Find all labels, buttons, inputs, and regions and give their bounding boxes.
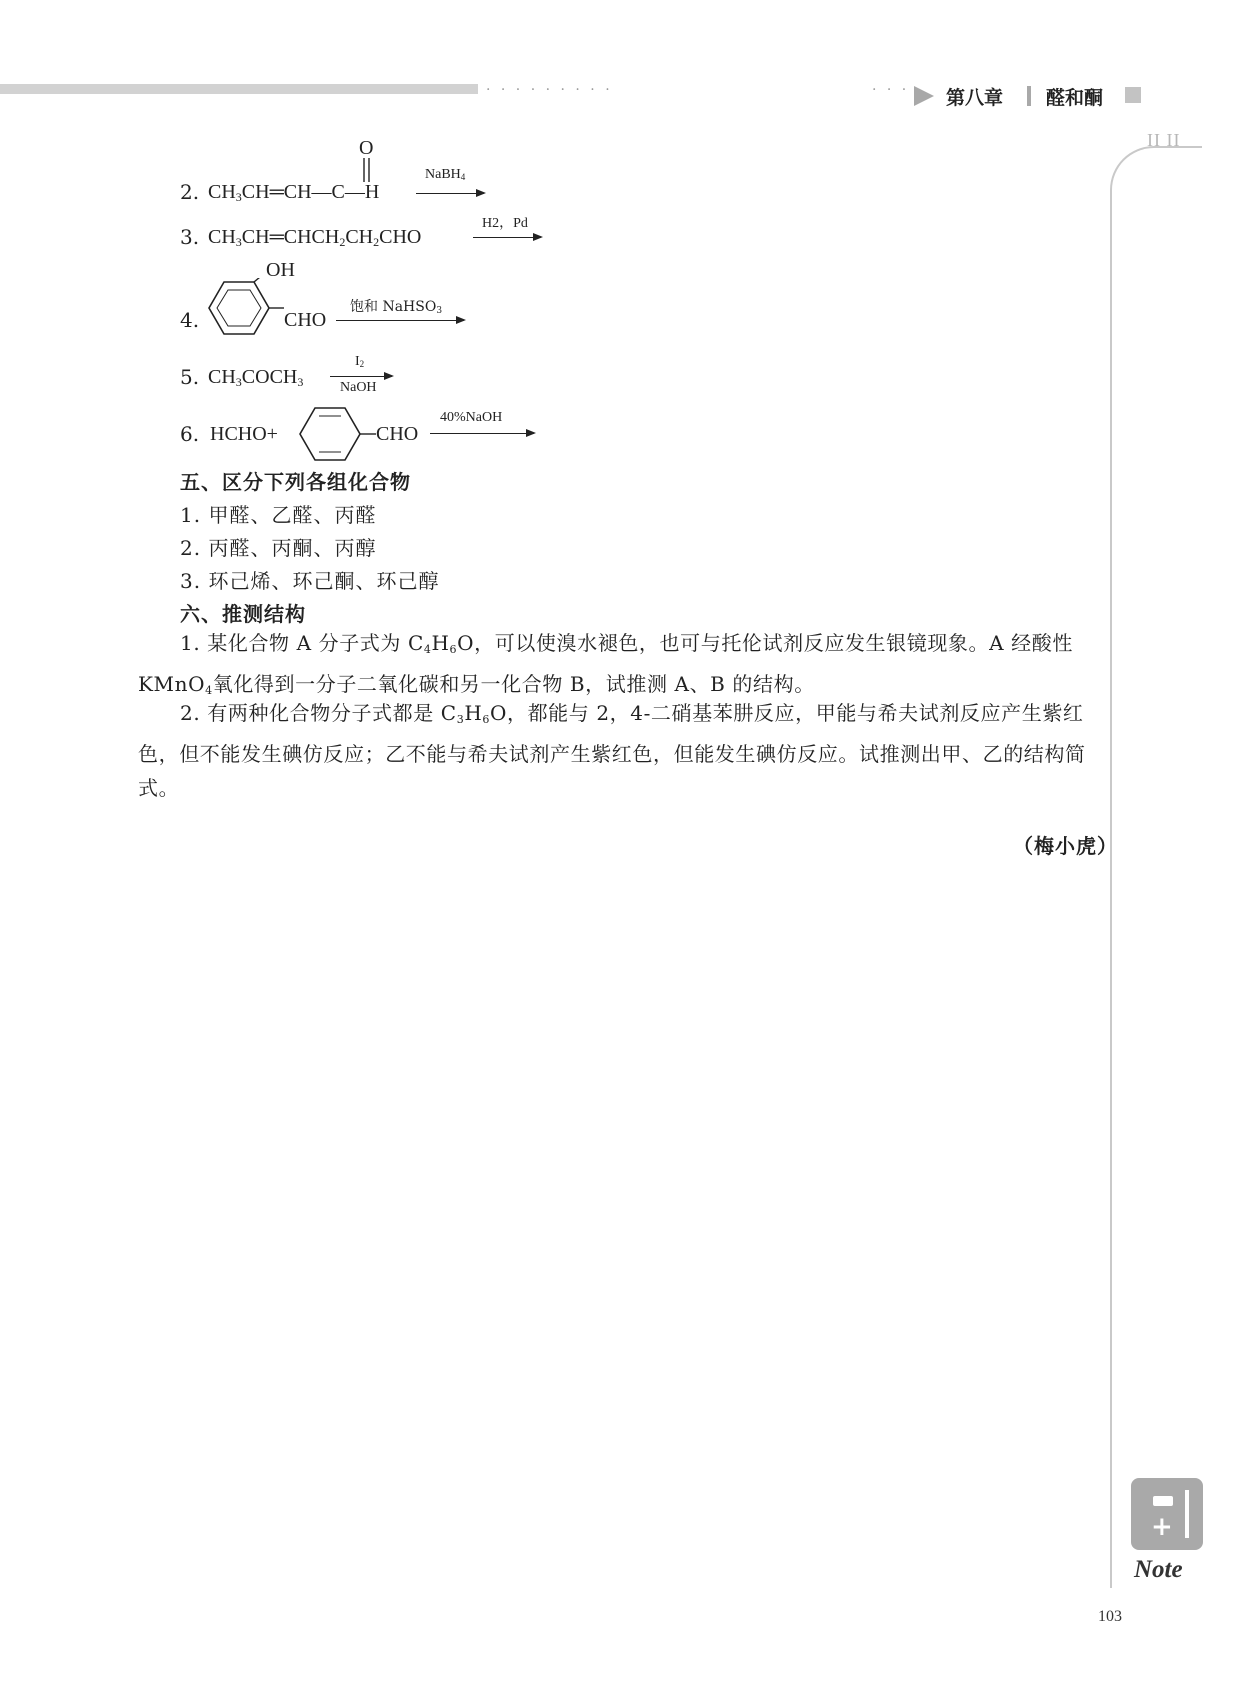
margin-border [1110,146,1202,1588]
aldehyde-label: CHO [284,309,327,331]
reaction-number: 2. [180,180,200,204]
chapter-label: 第八章 [946,87,1004,109]
chapter-title: 醛和酮 [1046,87,1104,109]
reagent-bottom: NaOH [340,380,377,395]
header-separator [1027,86,1031,106]
list-item: 1. 甲醛、乙醛、丙醛 [180,503,377,527]
reaction-number: 6. [180,422,200,446]
question-paragraph-1: 1. 某化合物 A 分子式为 $C_4H_6O$，可以使溴水褪色，也可与托伦试剂反应发生银镜现象。A 经酸性 KMnO$_4$氧化得到一分子二氧化碳和另一化合物 B，试推测 A、B 的结构。 [138,631,1073,697]
reaction-number: 5. [180,365,200,389]
benzene-ring-icon [204,278,284,342]
reaction-formula: $CH_3CH═CH—C—H$ [208,181,380,204]
list-item: 3. 环己烯、环己酮、环己醇 [180,569,440,593]
carbonyl-o-label: O [359,137,374,159]
reaction-arrow [336,320,464,321]
page-number: 103 [1098,1608,1122,1625]
reagent-top: H2，Pd [482,216,528,231]
note-book-icon: + [1131,1478,1203,1550]
reaction-formula: $CH_3CH═CHCH_2CH_2CHO$ [208,226,422,249]
hydroxyl-label: OH [266,259,295,281]
reaction-reactant: HCHO+ [210,423,278,445]
list-item: 2. 丙醛、丙酮、丙醇 [180,536,377,560]
reaction-arrow [330,376,392,377]
question-paragraph-2: 2. 有两种化合物分子式都是 $C_3H_6O$，都能与 2，4-二硝基苯肼反应，甲能与希夫试剂反应产生紫红色，但不能发生碘仿反应；乙不能与希夫试剂产生紫红色，但能发生碘仿反应。试推测出甲、乙的结构简式。 [138,701,1086,800]
header-arrow-icon [914,86,934,106]
margin-ticks: II II [1147,130,1181,150]
header-bar [0,84,478,94]
benzene-ring-icon [298,404,378,464]
reaction-arrow [430,433,534,434]
reaction-arrow [416,193,484,194]
aldehyde-label: CHO [376,423,419,445]
reagent-top: $I_2$ [355,354,365,369]
reagent-top: NaBH$_4$ [425,167,466,182]
header-square-icon [1125,87,1141,103]
reaction-number: 3. [180,225,200,249]
header-dots-right: · · · [872,82,910,98]
double-bond-icon [359,158,375,184]
reaction-number: 4. [180,308,200,332]
reaction-arrow [473,237,541,238]
header-dots: · · · · · · · · · [486,82,613,98]
reagent-top: 饱和 NaHSO$_3$ [350,299,443,316]
reagent-top: 40%NaOH [440,410,503,425]
section-heading-5: 五、区分下列各组化合物 [180,470,411,494]
reaction-formula: $CH_3COCH_3$ [208,366,304,389]
section-heading-6: 六、推测结构 [180,602,306,626]
author-credit: （梅小虎） [1013,834,1118,858]
note-label: Note [1134,1556,1183,1583]
